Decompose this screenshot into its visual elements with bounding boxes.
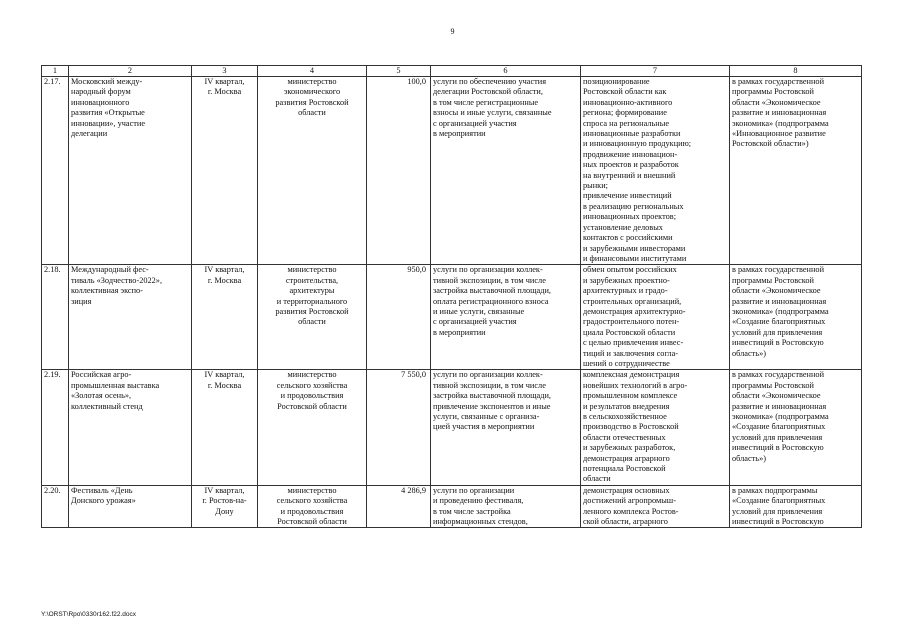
cell-line: в сельскохозяйственное	[583, 412, 667, 421]
cell-line: «Создание благоприятных	[732, 422, 826, 432]
file-path-footer: Y:\ORST\Rpo\0330r162.f22.docx	[41, 611, 137, 618]
cell-line: и финансовыми институтами	[583, 253, 687, 263]
cell-line: установление деловых	[583, 222, 663, 232]
cell-line: условий для привлечения	[732, 506, 823, 516]
cell-line: «Инновационное развитие	[732, 129, 826, 139]
cell-line: программы Ростовской	[732, 87, 814, 97]
cell-line: инвестиций в Ростовскую	[732, 517, 824, 527]
cell-line: развития Ростовской	[275, 306, 349, 316]
table-row	[42, 77, 862, 265]
cell-amount: 100,0	[367, 77, 431, 265]
cell-program	[730, 265, 862, 370]
cell-line: развитие и инновационная	[732, 108, 827, 118]
cell-line: ных проектов и разработок	[583, 160, 679, 170]
cell-line: области	[298, 108, 326, 118]
cell-line: экономика» (подпрограмма	[732, 306, 829, 316]
cell-amount: 4 286,9	[367, 485, 431, 528]
cell-line: область»)	[732, 348, 766, 358]
cell-goals	[581, 77, 730, 265]
cell-line: демонстрация аграрного	[583, 453, 670, 463]
cell-line: г. Ростов-на-	[202, 496, 247, 506]
cell-amount: 950,0	[367, 265, 431, 370]
cell-line: в рамках государственной	[732, 265, 825, 275]
cell-number: 2.20.	[42, 485, 69, 528]
cell-line: тиций и заключения согла-	[583, 348, 679, 358]
cell-number: 2.18.	[42, 265, 69, 370]
cell-line: в том числе регистрационные	[433, 97, 539, 107]
cell-goals	[581, 485, 730, 528]
cell-line: экономика» (подпрограмма	[732, 118, 829, 128]
cell-line: министерство	[287, 265, 337, 275]
col-header: 2	[69, 66, 192, 77]
cell-event	[69, 370, 192, 485]
cell-goals	[581, 370, 730, 485]
cell-line: экономика» (подпрограмма	[732, 412, 829, 421]
cell-period-place	[192, 77, 258, 265]
cell-line: IV квартал,	[204, 485, 245, 495]
cell-line: г. Москва	[207, 275, 242, 285]
cell-line: промышленном комплексе	[583, 391, 678, 401]
cell-line: контактов с российскими	[583, 233, 673, 243]
cell-line: министерство	[287, 370, 337, 380]
cell-line: в том числе застройка	[433, 506, 511, 516]
cell-services	[431, 265, 581, 370]
cell-line: делегации Ростовской области,	[433, 87, 543, 97]
cell-line: области «Экономическое	[732, 286, 821, 296]
cell-line: в рамках государственной	[732, 77, 825, 86]
cell-line: с целью привлечения инвес-	[583, 338, 684, 348]
cell-line: области «Экономическое	[732, 391, 821, 401]
cell-line: Ростовской области»)	[732, 139, 809, 149]
cell-line: и продовольствия	[280, 506, 344, 516]
cell-line: Ростовской области	[277, 401, 347, 411]
cell-line: «Золотая осень»,	[71, 391, 132, 401]
cell-line: коллективная экспо-	[71, 286, 143, 296]
cell-line: IV квартал,	[204, 77, 245, 86]
cell-services	[431, 485, 581, 528]
cell-line: потенциала Ростовской	[583, 464, 666, 474]
col-header: 8	[730, 66, 862, 77]
col-header: 1	[42, 66, 69, 77]
cell-line: делегации	[71, 129, 108, 139]
cell-line: строительства,	[285, 275, 339, 285]
cell-line: и зарубежных проектно-	[583, 275, 670, 285]
cell-line: Фестиваль «День	[71, 485, 133, 495]
cell-line: и результатов внедрения	[583, 401, 670, 411]
cell-program	[730, 485, 862, 528]
cell-line: Российская агро-	[71, 370, 132, 380]
cell-line: инновационные разработки	[583, 129, 681, 139]
cell-line: застройка выставочной площади,	[433, 286, 551, 296]
cell-line: и территориального	[276, 296, 348, 306]
cell-line: Ростовской области	[277, 517, 347, 527]
cell-line: Ростовской области как	[583, 87, 667, 97]
cell-line: продвижение инновацион-	[583, 149, 678, 159]
cell-line: региона; формирование	[583, 108, 667, 118]
cell-line: в рамках подпрограммы	[732, 485, 818, 495]
cell-line: программы Ростовской	[732, 380, 814, 390]
cell-line: IV квартал,	[204, 370, 245, 380]
cell-line: услуги по организации	[433, 485, 515, 495]
cell-number: 2.17.	[42, 77, 69, 265]
cell-line: министерство	[287, 485, 337, 495]
cell-line: инновации», участие	[71, 118, 146, 128]
cell-number: 2.19.	[42, 370, 69, 485]
cell-line: и инновационную продукцию;	[583, 139, 692, 149]
cell-line: коллективный стенд	[71, 401, 143, 411]
cell-line: тивной экспозиции, в том числе	[433, 380, 546, 390]
cell-line: обмен опытом российских	[583, 265, 677, 275]
cell-line: в мероприятии	[433, 129, 486, 139]
cell-line: ской области, аграрного	[583, 517, 668, 527]
cell-goals	[581, 265, 730, 370]
cell-line: циала Ростовской области	[583, 327, 676, 337]
events-table	[41, 65, 862, 528]
cell-line: ленного комплекса Ростов-	[583, 506, 679, 516]
cell-line: и зарубежных разработок,	[583, 443, 676, 453]
cell-line: спроса на региональные	[583, 118, 670, 128]
cell-period-place	[192, 485, 258, 528]
cell-line: Донского урожая»	[71, 496, 136, 506]
cell-line: сельского хозяйства	[276, 380, 348, 390]
cell-line: в мероприятии	[433, 327, 486, 337]
cell-line: области отечественных	[583, 432, 666, 442]
cell-line: область»)	[732, 453, 766, 463]
col-header: 5	[367, 66, 431, 77]
cell-line: услуги по организации коллек-	[433, 370, 543, 380]
cell-line: тиваль «Зодчество-2022»,	[71, 275, 163, 285]
cell-line: с организацией участия	[433, 118, 517, 128]
cell-line: демонстрация архитектурно-	[583, 306, 686, 316]
header-row	[42, 66, 862, 77]
cell-line: народный форум	[71, 87, 131, 97]
cell-line: производство в Ростовской	[583, 422, 679, 432]
cell-services	[431, 370, 581, 485]
cell-line: развитие и инновационная	[732, 401, 827, 411]
page-number: 9	[450, 27, 455, 36]
cell-line: информационных стендов,	[433, 517, 528, 527]
cell-line: и проведению фестиваля,	[433, 496, 524, 506]
cell-line: цией участия в мероприятии	[433, 422, 535, 432]
cell-line: развития Ростовской	[275, 97, 349, 107]
col-header: 6	[431, 66, 581, 77]
cell-line: шений о сотрудничестве	[583, 358, 670, 368]
cell-line: г. Москва	[207, 87, 242, 97]
cell-line: рынки;	[583, 181, 608, 191]
cell-ministry	[258, 370, 367, 485]
cell-line: застройка выставочной площади,	[433, 391, 551, 401]
cell-line: архитектуры	[289, 286, 335, 296]
cell-line: взносы и иные услуги, связанные	[433, 108, 552, 118]
cell-line: тивной экспозиции, в том числе	[433, 275, 546, 285]
col-header: 7	[581, 66, 730, 77]
table-row	[42, 485, 862, 528]
cell-line: градостроительного потен-	[583, 317, 680, 327]
cell-line: на внутренний и внешний	[583, 170, 676, 180]
cell-line: и иные услуги, связанные	[433, 306, 525, 316]
cell-program	[730, 77, 862, 265]
cell-line: сельского хозяйства	[276, 496, 348, 506]
cell-line: г. Москва	[207, 380, 242, 390]
cell-line: инвестиций в Ростовскую	[732, 443, 824, 453]
cell-line: с организацией участия	[433, 317, 517, 327]
cell-services	[431, 77, 581, 265]
cell-line: условий для привлечения	[732, 327, 823, 337]
cell-ministry	[258, 485, 367, 528]
cell-line: Московский между-	[71, 77, 143, 86]
col-header: 4	[258, 66, 367, 77]
cell-program	[730, 370, 862, 485]
cell-ministry	[258, 265, 367, 370]
cell-line: позиционирование	[583, 77, 650, 86]
cell-line: развития «Открытые	[71, 108, 145, 118]
cell-line: привлечение экспонентов и иные	[433, 401, 551, 411]
cell-line: новейших технологий в агро-	[583, 380, 688, 390]
cell-line: инновационно-активного	[583, 97, 673, 107]
cell-event	[69, 485, 192, 528]
cell-line: программы Ростовской	[732, 275, 814, 285]
cell-line: условий для привлечения	[732, 432, 823, 442]
cell-line: «Создание благоприятных	[732, 317, 826, 327]
cell-line: Дону	[215, 506, 234, 516]
cell-period-place	[192, 265, 258, 370]
cell-event	[69, 77, 192, 265]
cell-line: зиция	[71, 296, 92, 306]
cell-amount: 7 550,0	[367, 370, 431, 485]
cell-line: IV квартал,	[204, 265, 245, 275]
cell-line: Международный фес-	[71, 265, 149, 275]
cell-line: инновационных проектов;	[583, 212, 676, 222]
cell-line: оплата регистрационного взноса	[433, 296, 549, 306]
cell-line: области	[583, 474, 611, 484]
cell-line: области «Экономическое	[732, 97, 821, 107]
cell-line: экономического	[283, 87, 341, 97]
table-row	[42, 370, 862, 485]
cell-line: инновационного	[71, 97, 130, 107]
cell-line: и продовольствия	[280, 391, 344, 401]
col-header: 3	[192, 66, 258, 77]
cell-line: демонстрация основных	[583, 485, 670, 495]
cell-line: в рамках государственной	[732, 370, 825, 380]
cell-line: «Создание благоприятных	[732, 496, 826, 506]
cell-line: услуги, связанные с организа-	[433, 412, 540, 421]
cell-line: архитектурных и градо-	[583, 286, 668, 296]
cell-event	[69, 265, 192, 370]
cell-line: привлечение инвестиций	[583, 191, 672, 201]
cell-line: области	[298, 317, 326, 327]
cell-line: услуги по организации коллек-	[433, 265, 543, 275]
cell-line: промышленная выставка	[71, 380, 160, 390]
cell-line: услуги по обеспечению участия	[433, 77, 547, 86]
table-row	[42, 265, 862, 370]
cell-line: достижений агропромыш-	[583, 496, 676, 506]
cell-line: комплексная демонстрация	[583, 370, 680, 380]
cell-line: инвестиций в Ростовскую	[732, 338, 824, 348]
cell-line: и зарубежными инвесторами	[583, 243, 686, 253]
cell-line: строительных организаций,	[583, 296, 682, 306]
cell-line: в реализацию региональных	[583, 201, 684, 211]
cell-line: развитие и инновационная	[732, 296, 827, 306]
cell-period-place	[192, 370, 258, 485]
cell-line: министерство	[287, 77, 337, 86]
cell-ministry	[258, 77, 367, 265]
